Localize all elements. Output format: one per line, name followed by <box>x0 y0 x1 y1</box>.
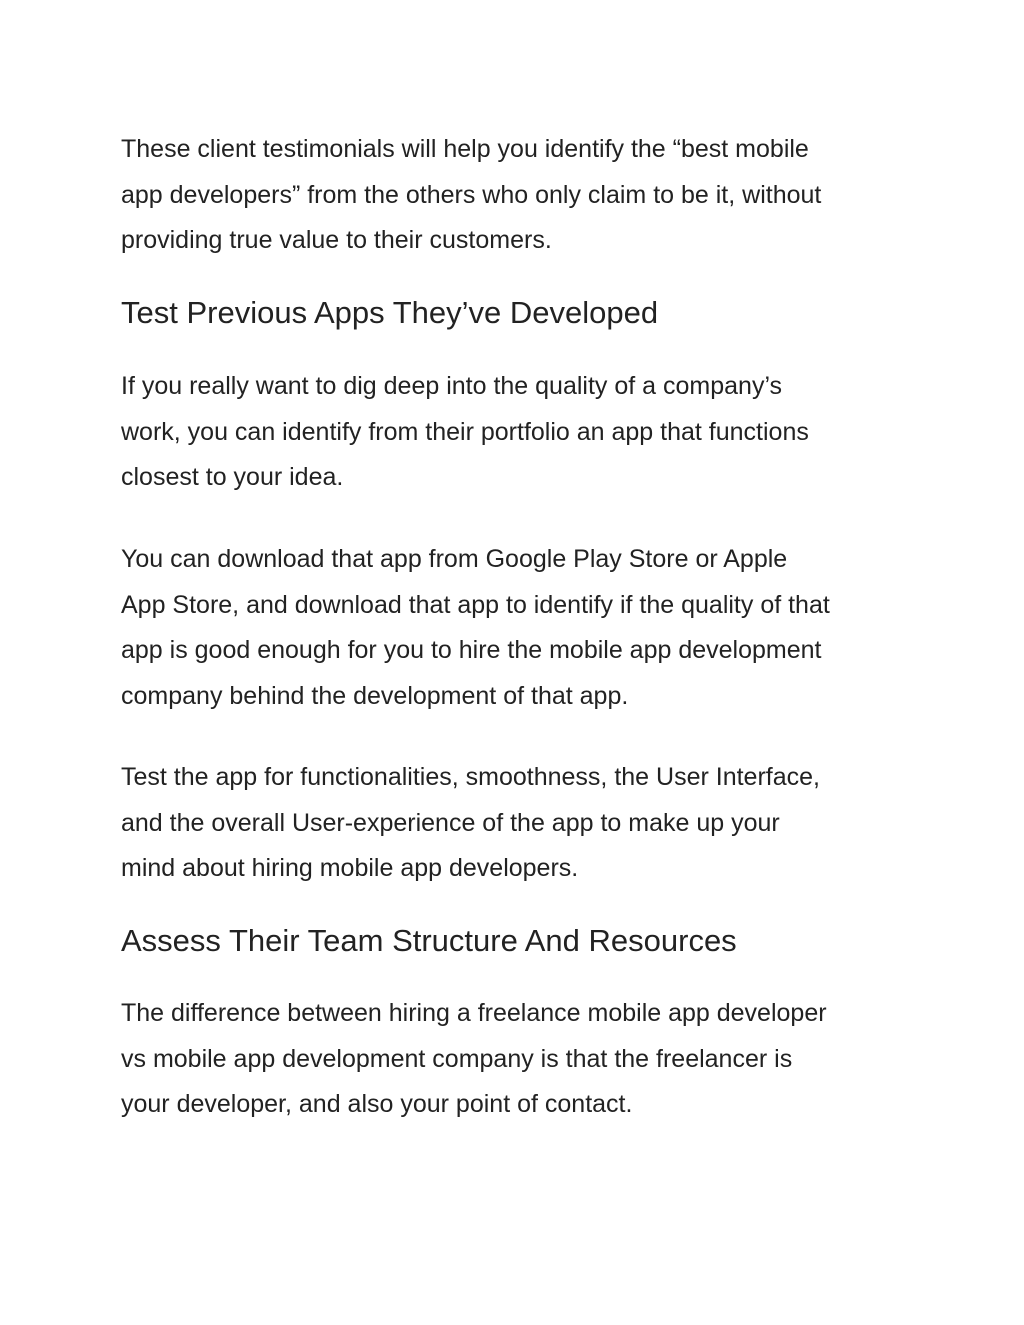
paragraph-line: vs mobile app development company is that the freelancer is <box>121 1044 793 1073</box>
paragraph-portfolio <box>121 364 921 501</box>
paragraph-line: app developers” from the others who only claim to be it, without <box>121 180 822 209</box>
paragraph-freelance-vs-company <box>121 991 921 1128</box>
paragraph-testimonials <box>121 127 921 264</box>
paragraph-line: The difference between hiring a freelance mobile app developer <box>121 999 827 1027</box>
paragraph-line: These client testimonials will help you identify the “best mobile <box>121 135 809 163</box>
paragraph-line: If you really want to dig deep into the quality of a company’s <box>121 372 783 400</box>
paragraph-line: closest to your idea. <box>121 463 344 491</box>
paragraph-line: and the overall User-experience of the app to make up your <box>121 808 780 837</box>
paragraph-line: App Store, and download that app to identify if the quality of that <box>121 590 830 619</box>
paragraph-line: company behind the development of that app. <box>121 681 629 710</box>
paragraph-line: your developer, and also your point of contact. <box>121 1090 633 1118</box>
paragraph-line: You can download that app from Google Play Store or Apple <box>121 545 788 573</box>
paragraph-test-functionalities <box>121 755 921 892</box>
section-heading-test-previous-apps: Test Previous Apps They’ve Developed <box>121 295 659 330</box>
paragraph-line: app is good enough for you to hire the mobile app development <box>121 636 822 664</box>
paragraph-line: mind about hiring mobile app developers. <box>121 854 579 882</box>
paragraph-download-app <box>121 537 921 719</box>
paragraph-line: providing true value to their customers. <box>121 226 552 254</box>
paragraph-line: work, you can identify from their portfolio an app that functions <box>121 417 809 446</box>
paragraph-line: Test the app for functionalities, smoothness, the User Interface, <box>121 763 820 791</box>
section-heading-team-structure: Assess Their Team Structure And Resources <box>121 923 737 958</box>
